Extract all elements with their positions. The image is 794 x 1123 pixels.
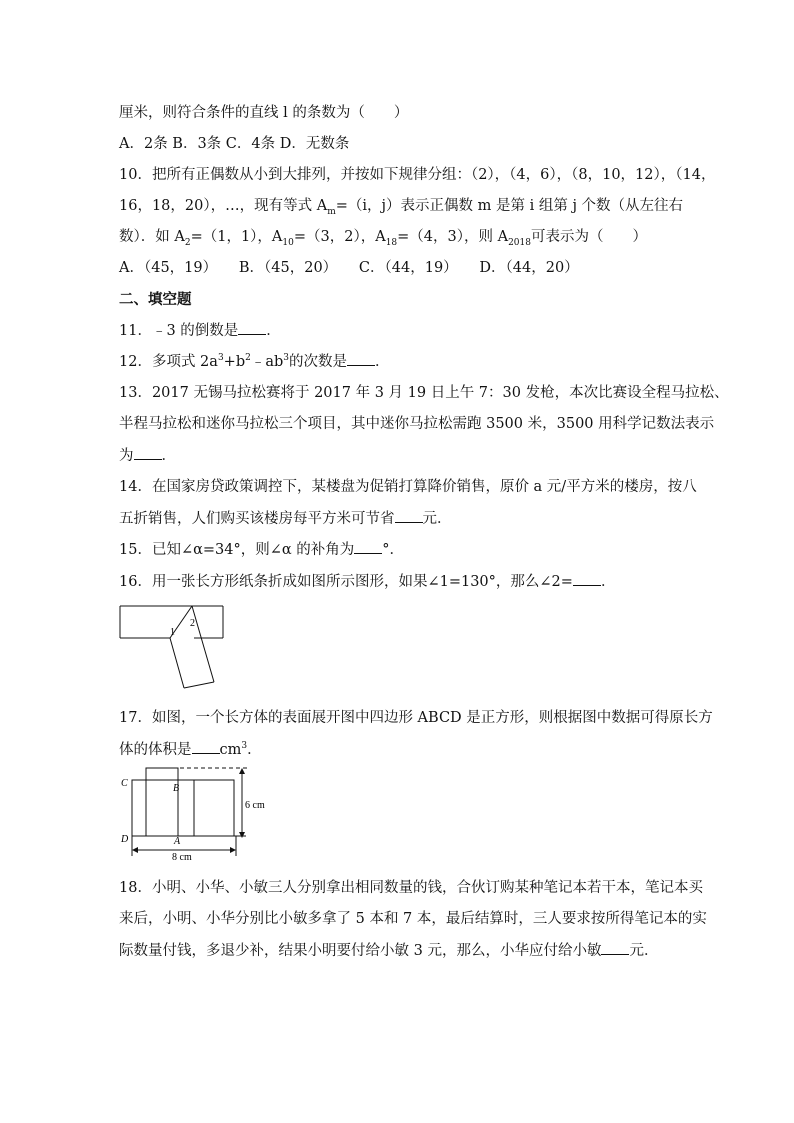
answer-blank [134, 445, 162, 460]
q13-line2: 半程马拉松和迷你马拉松三个项目，其中迷你马拉松需跑 3500 米，3500 用科学记数法表示 [119, 416, 715, 432]
q17-line1: 17．如图，一个长方体的表面展开图中四边形 ABCD 是正方形，则根据图中数据可得原长方 [119, 710, 713, 726]
folded-strip-figure [118, 602, 228, 694]
box-net-svg [118, 764, 278, 864]
answer-blank [354, 539, 382, 554]
q16: 16．用一张长方形纸条折成如图所示图形，如果∠1=130°，那么∠2= ． [119, 571, 615, 592]
folded-strip-svg [118, 602, 228, 694]
q14-line1: 14．在国家房贷政策调控下，某楼盘为促销打算降价销售，原价 a 元/平方米的楼房，按八 [119, 479, 697, 495]
vertex-A: A [174, 836, 181, 847]
q10-line1: 10．把所有正偶数从小到大排列，并按如下规律分组：（2），（4，6），（8，10，12），（14， [119, 167, 716, 183]
q18-line3: 际数量付钱，多退少补，结果小明要付给小敏 3 元，那么，小华应付给小敏 元． [119, 940, 658, 961]
q14-line2: 五折销售，人们购买该楼房每平方米可节省 元． [119, 508, 452, 529]
answer-blank [573, 571, 601, 586]
vertex-B: B [173, 783, 180, 794]
vertex-D: D [121, 834, 129, 845]
q10-options: A．（45，19） B．（45，20） C．（44，19） D．（44，20） [119, 260, 579, 276]
q11: 11．﹣3 的倒数是 ． [119, 320, 281, 341]
q9-options: A．2条 B．3条 C．4条 D．无数条 [119, 136, 350, 152]
q9-text: 厘米，则符合条件的直线 l 的条数为（ ） [119, 105, 409, 121]
q15: 15．已知∠α=34°，则∠α 的补角为 °． [119, 539, 404, 560]
answer-blank [192, 739, 220, 754]
answer-blank [395, 508, 423, 523]
q13-line1: 13．2017 无锡马拉松赛将于 2017 年 3 月 19 日上午 7：30 发枪，本次比赛设全程马拉松、 [119, 385, 729, 401]
angle-2-label: 2 [190, 618, 195, 629]
answer-blank [238, 320, 266, 335]
q13-line3: 为 ． [119, 445, 176, 466]
vertex-C: C [121, 778, 128, 789]
q10-line3: 数）．如 $A_2=(1$，1），$A_{10}=(3$，2），$A_{18}=(4$，3），则 $A_{2018}$可表示为（ ） [119, 229, 647, 248]
answer-blank [347, 351, 375, 366]
q18-line1: 18．小明、小华、小敏三人分别拿出相同数量的钱，合伙订购某种笔记本若干本，笔记本买 [119, 880, 703, 896]
box-net-figure [118, 764, 278, 864]
angle-1-label: 1 [170, 627, 175, 638]
q17-line2: 体的体积是 $cm^3$． [119, 739, 262, 760]
q12: 12．多项式 $2a^3+b^2﹣ab^3$的次数是 ． [119, 351, 390, 372]
q10-line2: 16，18，20），…，现有等式 $A_m=(i$，j）表示正偶数 m 是第 i 组第 j 个数（从左往右 [119, 198, 684, 217]
dim-width-label: 8 cm [172, 852, 192, 863]
dim-height-label: 6 cm [245, 800, 265, 811]
answer-blank [601, 940, 629, 955]
q18-line2: 来后，小明、小华分别比小敏多拿了 5 本和 7 本，最后结算时，三人要求按所得笔记本的实 [119, 911, 707, 927]
section-title: 二、填空题 [119, 292, 192, 308]
